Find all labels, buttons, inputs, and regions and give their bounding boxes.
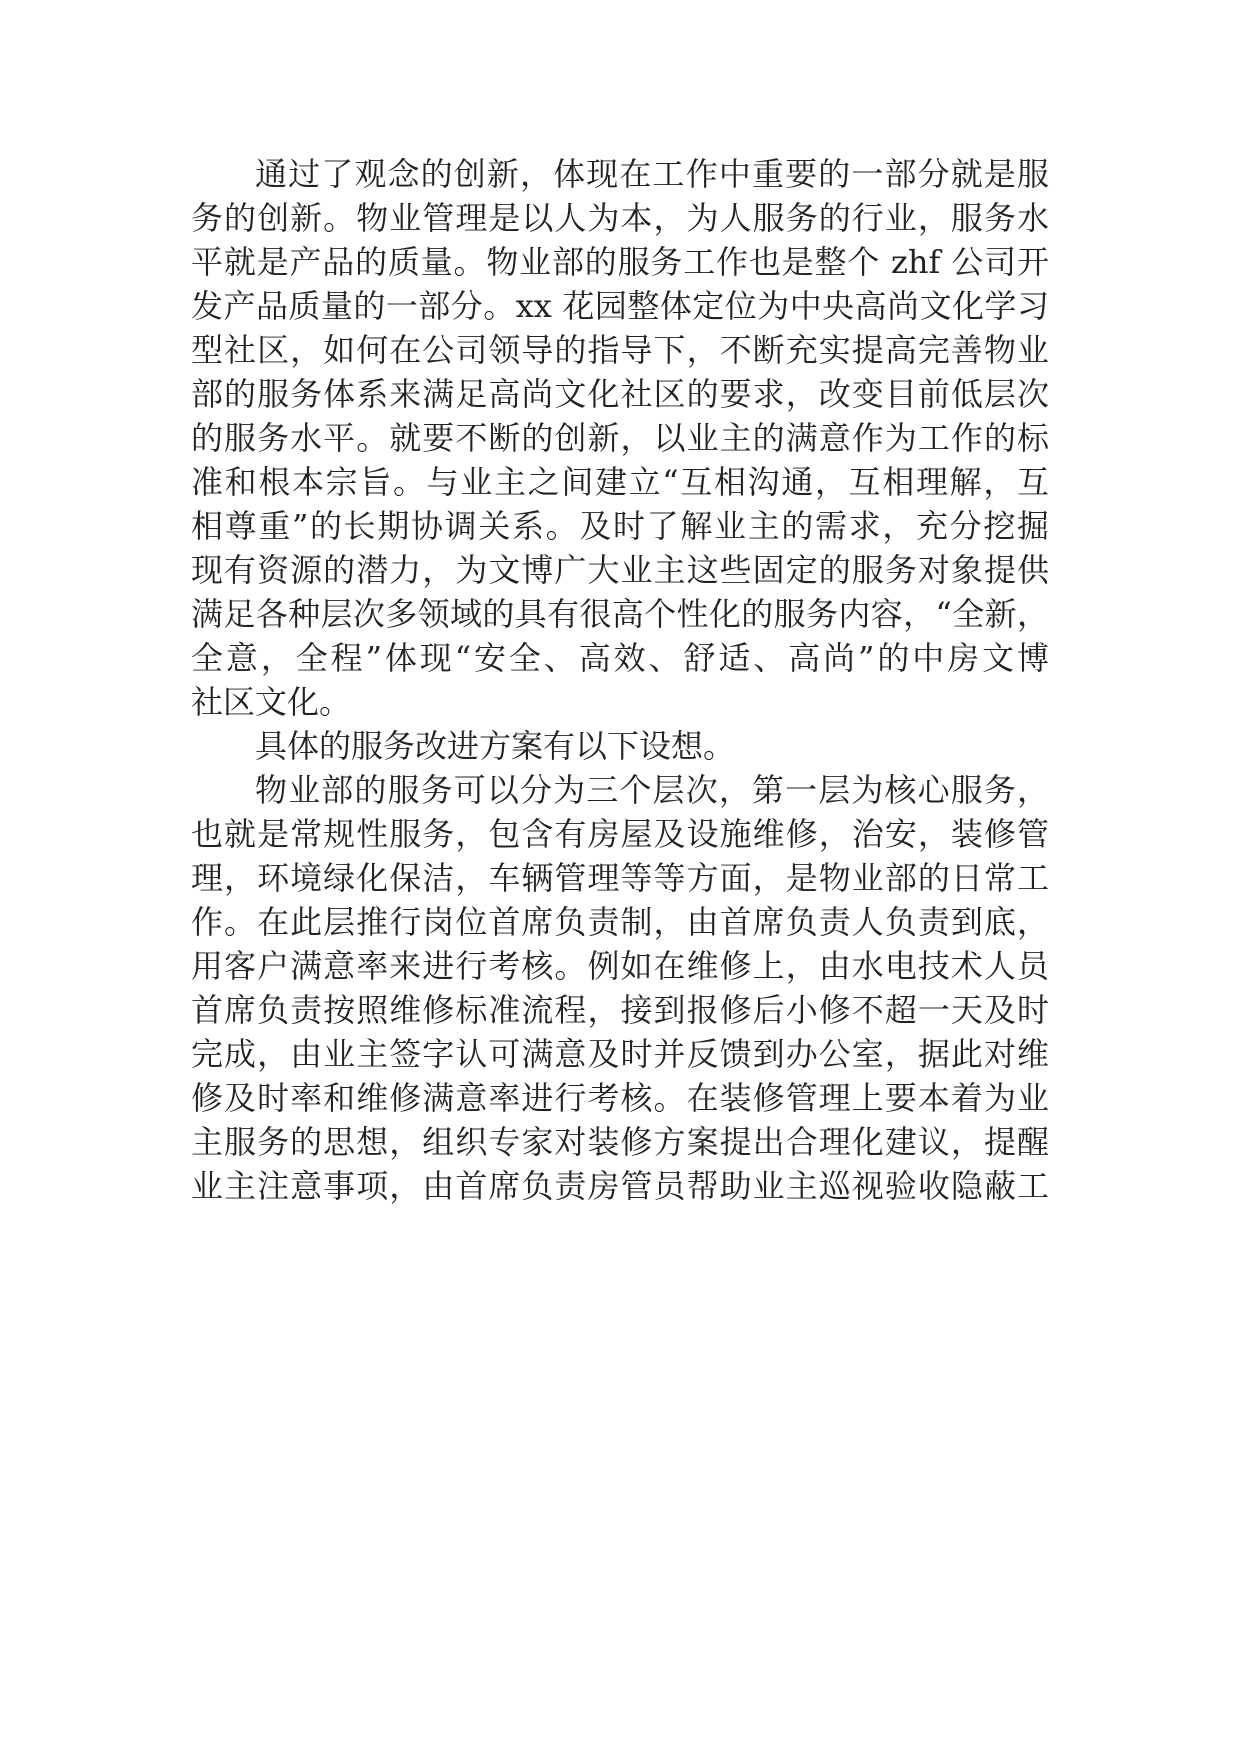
text-line: 主服务的思想，组织专家对装修方案提出合理化建议，提醒 <box>191 1123 1049 1161</box>
text-line: 现有资源的潜力，为文博广大业主这些固定的服务对象提供 <box>191 551 1049 589</box>
text-line: 社区文化。 <box>191 683 352 721</box>
text-line: 具体的服务改进方案有以下设想。 <box>255 727 736 765</box>
text-line: 物业部的服务可以分为三个层次，第一层为核心服务， <box>255 771 1049 809</box>
text-line: 满足各种层次多领域的具有很高个性化的服务内容，“全新， <box>191 595 1049 633</box>
text-line: 型社区，如何在公司领导的指导下，不断充实提高完善物业 <box>191 331 1049 369</box>
text-line: 准和根本宗旨。与业主之间建立“互相沟通，互相理解，互 <box>191 463 1049 501</box>
text-line: 理，环境绿化保洁，车辆管理等等方面，是物业部的日常工 <box>191 859 1049 897</box>
text-line: 相尊重”的长期协调关系。及时了解业主的需求，充分挖掘 <box>191 507 1049 545</box>
text-line: 平就是产品的质量。物业部的服务工作也是整个 zhf 公司开 <box>191 243 1049 281</box>
text-line: 业主注意事项，由首席负责房管员帮助业主巡视验收隐蔽工 <box>191 1167 1049 1205</box>
text-line: 务的创新。物业管理是以人为本，为人服务的行业，服务水 <box>191 199 1049 237</box>
text-line: 完成，由业主签字认可满意及时并反馈到办公室，据此对维 <box>191 1035 1049 1073</box>
text-line: 通过了观念的创新，体现在工作中重要的一部分就是服 <box>255 155 1049 193</box>
text-line: 部的服务体系来满足高尚文化社区的要求，改变目前低层次 <box>191 375 1049 413</box>
paragraph <box>191 768 1049 1208</box>
text-line: 作。在此层推行岗位首席负责制，由首席负责人负责到底， <box>191 903 1049 941</box>
text-line: 发产品质量的一部分。xx 花园整体定位为中央高尚文化学习 <box>191 287 1049 325</box>
text-line: 也就是常规性服务，包含有房屋及设施维修，治安，装修管 <box>191 815 1049 853</box>
text-line: 修及时率和维修满意率进行考核。在装修管理上要本着为业 <box>191 1079 1049 1117</box>
paragraph <box>191 724 1049 768</box>
paragraph <box>191 152 1049 724</box>
text-line: 的服务水平。就要不断的创新，以业主的满意作为工作的标 <box>191 419 1049 457</box>
body-text <box>191 152 1049 1208</box>
text-line: 用客户满意率来进行考核。例如在维修上，由水电技术人员 <box>191 947 1049 985</box>
text-line: 全意，全程”体现“安全、高效、舒适、高尚”的中房文博 <box>191 639 1049 677</box>
text-line: 首席负责按照维修标准流程，接到报修后小修不超一天及时 <box>191 991 1049 1029</box>
